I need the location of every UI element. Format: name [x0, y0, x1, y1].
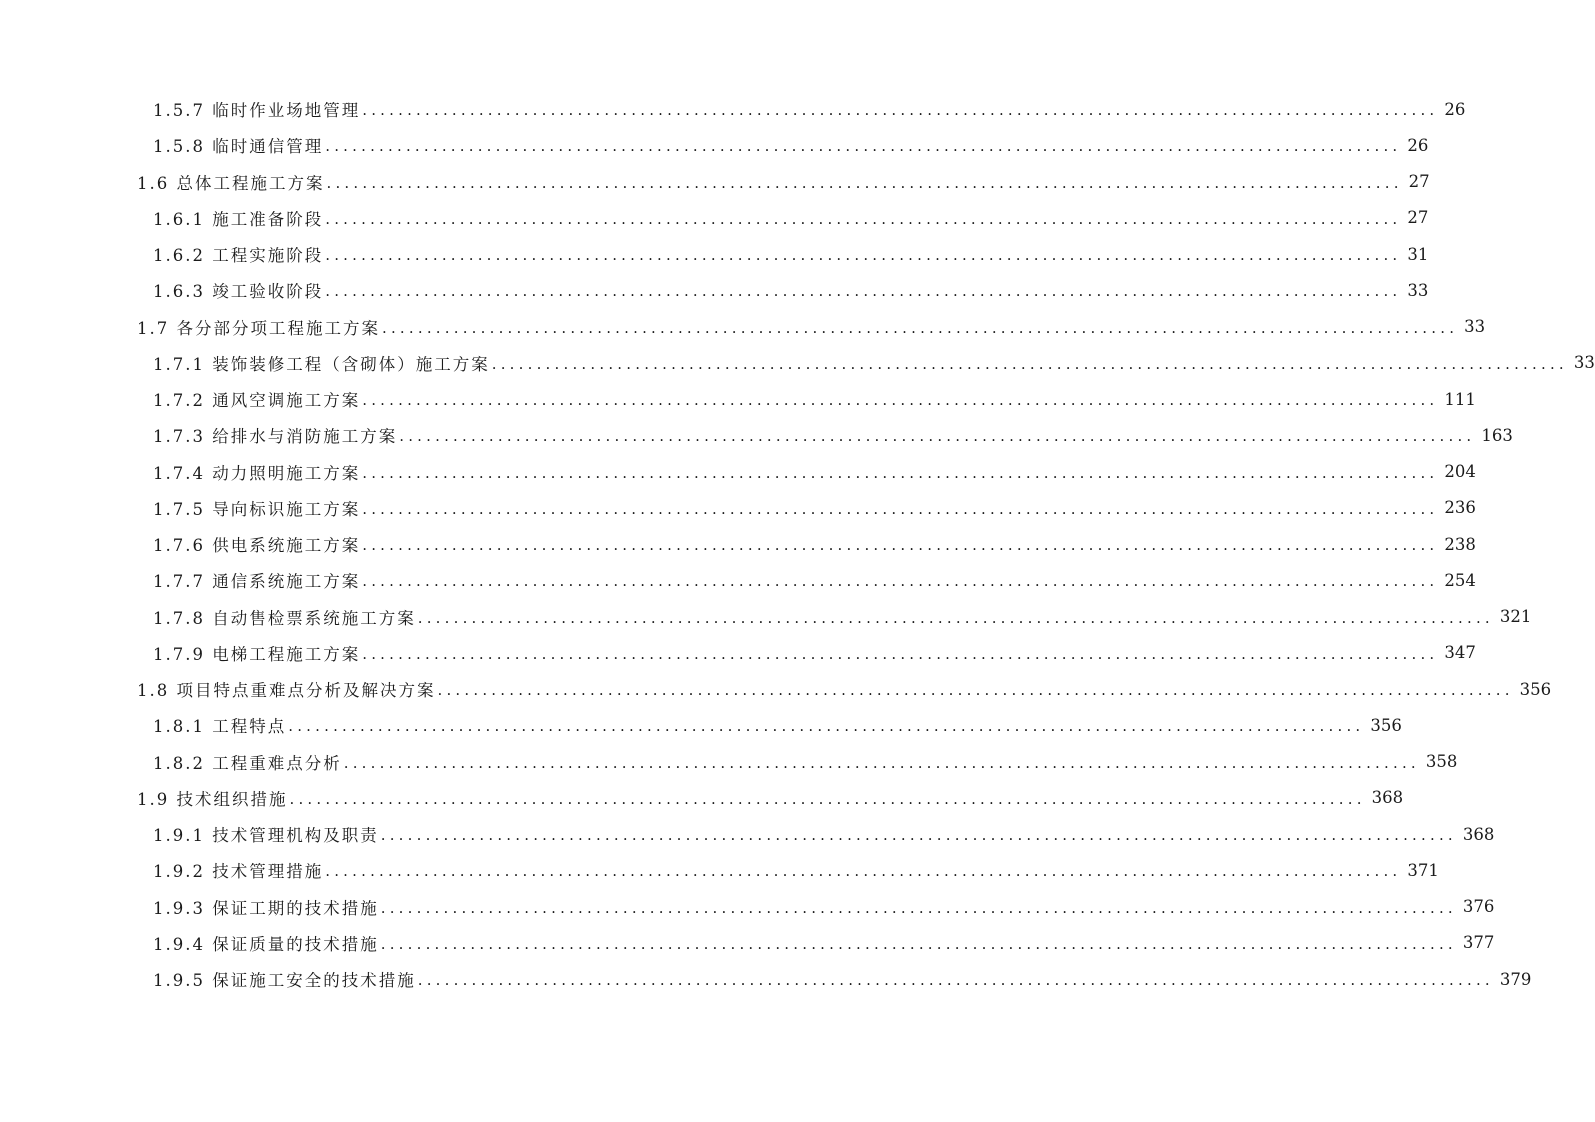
toc-entry-label: 1.9.3 保证工期的技术措施: [153, 898, 379, 918]
toc-entry[interactable]: [153, 496, 1476, 520]
toc-entry[interactable]: [153, 460, 1476, 484]
toc-entry-label: 1.5.8 临时通信管理: [153, 137, 324, 157]
toc-entry-page-number: 358: [1425, 752, 1458, 771]
toc-entry[interactable]: [153, 713, 1402, 737]
toc-entry-page-number: 204: [1444, 462, 1476, 481]
toc-leader-dots: ........................................................................................................................: [326, 173, 1403, 192]
toc-entry-label: 1.9.2 技术管理措施: [153, 862, 324, 882]
toc-entry[interactable]: [153, 858, 1439, 882]
toc-entry-page-number: 347: [1444, 643, 1476, 663]
toc-entry[interactable]: [153, 641, 1476, 665]
toc-entry-page-number: 368: [1371, 788, 1404, 808]
toc-entry[interactable]: [153, 532, 1476, 556]
toc-leader-dots: ........................................................................................................................: [362, 391, 1439, 409]
toc-entry-page-number: 236: [1444, 498, 1476, 518]
toc-entry[interactable]: [137, 677, 1552, 701]
toc-entry[interactable]: [153, 242, 1429, 266]
toc-entry[interactable]: [153, 895, 1495, 919]
toc-entry-page-number: 379: [1499, 969, 1532, 989]
toc-entry-label: 1.7.2 通风空调施工方案: [153, 391, 361, 410]
toc-entry[interactable]: [153, 351, 1595, 375]
toc-leader-dots: ........................................................................................................................: [362, 572, 1439, 591]
toc-entry[interactable]: [153, 387, 1476, 411]
toc-leader-dots: ........................................................................................................................: [399, 427, 1476, 446]
toc-entry-label: 1.7.7 通信系统施工方案: [153, 572, 361, 592]
toc-entry-label: 1.7.9 电梯工程施工方案: [153, 644, 361, 664]
toc-entry[interactable]: [153, 822, 1495, 846]
toc-entry-page-number: 356: [1519, 679, 1552, 699]
toc-leader-dots: ........................................................................................................................: [380, 898, 1457, 917]
toc-entry[interactable]: [137, 786, 1404, 810]
toc-entry-page-number: 31: [1407, 244, 1429, 264]
toc-entry-page-number: 26: [1444, 99, 1466, 119]
toc-entry[interactable]: [153, 568, 1476, 592]
toc-entry[interactable]: [137, 315, 1486, 339]
toc-entry-label: 1.8.1 工程特点: [153, 717, 287, 737]
toc-leader-dots: ........................................................................................................................: [437, 681, 1514, 699]
toc-leader-dots: ........................................................................................................................: [382, 318, 1459, 337]
toc-leader-dots: ........................................................................................................................: [288, 717, 1365, 736]
toc-leader-dots: ........................................................................................................................: [491, 354, 1568, 373]
toc-entry-page-number: 376: [1462, 897, 1495, 916]
toc-entry-page-number: 163: [1481, 425, 1513, 445]
toc-entry[interactable]: [153, 133, 1429, 157]
toc-leader-dots: ........................................................................................................................: [362, 644, 1439, 663]
toc-leader-dots: ........................................................................................................................: [362, 536, 1439, 554]
toc-entry-label: 1.7.8 自动售检票系统施工方案: [153, 608, 416, 628]
toc-entry-label: 1.6.3 竣工验收阶段: [153, 282, 324, 302]
toc-entry-page-number: 238: [1444, 534, 1476, 554]
toc-entry-label: 1.7.1 装饰装修工程（含砌体）施工方案: [153, 354, 490, 374]
toc-entry-page-number: 111: [1444, 389, 1476, 409]
toc-entry-page-number: 26: [1407, 135, 1429, 155]
toc-entry-page-number: 356: [1370, 715, 1402, 735]
toc-entry-label: 1.6.1 施工准备阶段: [153, 209, 324, 229]
toc-entry-label: 1.9.1 技术管理机构及职责: [153, 826, 379, 845]
toc-leader-dots: ........................................................................................................................: [325, 137, 1402, 156]
toc-leader-dots: ........................................................................................................................: [362, 499, 1439, 518]
toc-leader-dots: ........................................................................................................................: [380, 934, 1457, 953]
toc-entry-label: 1.5.7 临时作业场地管理: [153, 101, 361, 120]
toc-leader-dots: ........................................................................................................................: [380, 826, 1457, 844]
toc-entry[interactable]: [153, 605, 1532, 629]
toc-entry-label: 1.6.2 工程实施阶段: [153, 246, 324, 265]
toc-entry-label: 1.7.6 供电系统施工方案: [153, 536, 361, 555]
toc-entry-label: 1.9 技术组织措施: [137, 789, 288, 809]
toc-entry[interactable]: [137, 170, 1430, 194]
toc-entry-label: 1.7.3 给排水与消防施工方案: [153, 427, 398, 447]
toc-leader-dots: ........................................................................................................................: [417, 608, 1494, 627]
toc-leader-dots: ........................................................................................................................: [325, 282, 1402, 301]
toc-entry[interactable]: [153, 206, 1429, 230]
toc-entry-page-number: 321: [1499, 607, 1532, 626]
toc-entry[interactable]: [153, 97, 1466, 121]
toc-entry-label: 1.8 项目特点重难点分析及解决方案: [137, 681, 436, 700]
toc-leader-dots: ........................................................................................................................: [289, 789, 1366, 808]
toc-entry[interactable]: [153, 750, 1458, 774]
toc-leader-dots: ........................................................................................................................: [325, 862, 1402, 881]
toc-entry-page-number: 33: [1407, 280, 1429, 300]
toc-leader-dots: ........................................................................................................................: [362, 101, 1439, 119]
toc-entry-label: 1.6 总体工程施工方案: [137, 173, 325, 193]
toc-entry-label: 1.7 各分部分项工程施工方案: [137, 318, 380, 338]
toc-entry-page-number: 33: [1464, 317, 1486, 336]
toc-leader-dots: ........................................................................................................................: [417, 971, 1494, 989]
toc-leader-dots: ........................................................................................................................: [325, 209, 1402, 228]
toc-entry[interactable]: [153, 278, 1429, 302]
toc-entry[interactable]: [153, 931, 1495, 955]
toc-entry-page-number: 254: [1444, 570, 1476, 590]
toc-entry-page-number: 33: [1573, 353, 1595, 373]
toc-entry-label: 1.7.5 导向标识施工方案: [153, 499, 361, 519]
toc-entry-page-number: 377: [1462, 933, 1495, 953]
toc-entry-page-number: 27: [1408, 172, 1430, 191]
toc-entry-page-number: 27: [1407, 208, 1429, 228]
toc-leader-dots: ........................................................................................................................: [362, 463, 1439, 482]
toc-entry[interactable]: [153, 967, 1532, 991]
toc-leader-dots: ........................................................................................................................: [343, 753, 1420, 772]
toc-entry[interactable]: [153, 423, 1513, 447]
toc-entry-label: 1.7.4 动力照明施工方案: [153, 463, 361, 483]
toc-leader-dots: ........................................................................................................................: [325, 246, 1402, 264]
toc-entry-page-number: 368: [1462, 824, 1495, 844]
toc-entry-page-number: 371: [1407, 860, 1439, 880]
toc-entry-label: 1.9.4 保证质量的技术措施: [153, 934, 379, 954]
toc-entry-label: 1.8.2 工程重难点分析: [153, 753, 342, 773]
toc-entry-label: 1.9.5 保证施工安全的技术措施: [153, 971, 416, 990]
